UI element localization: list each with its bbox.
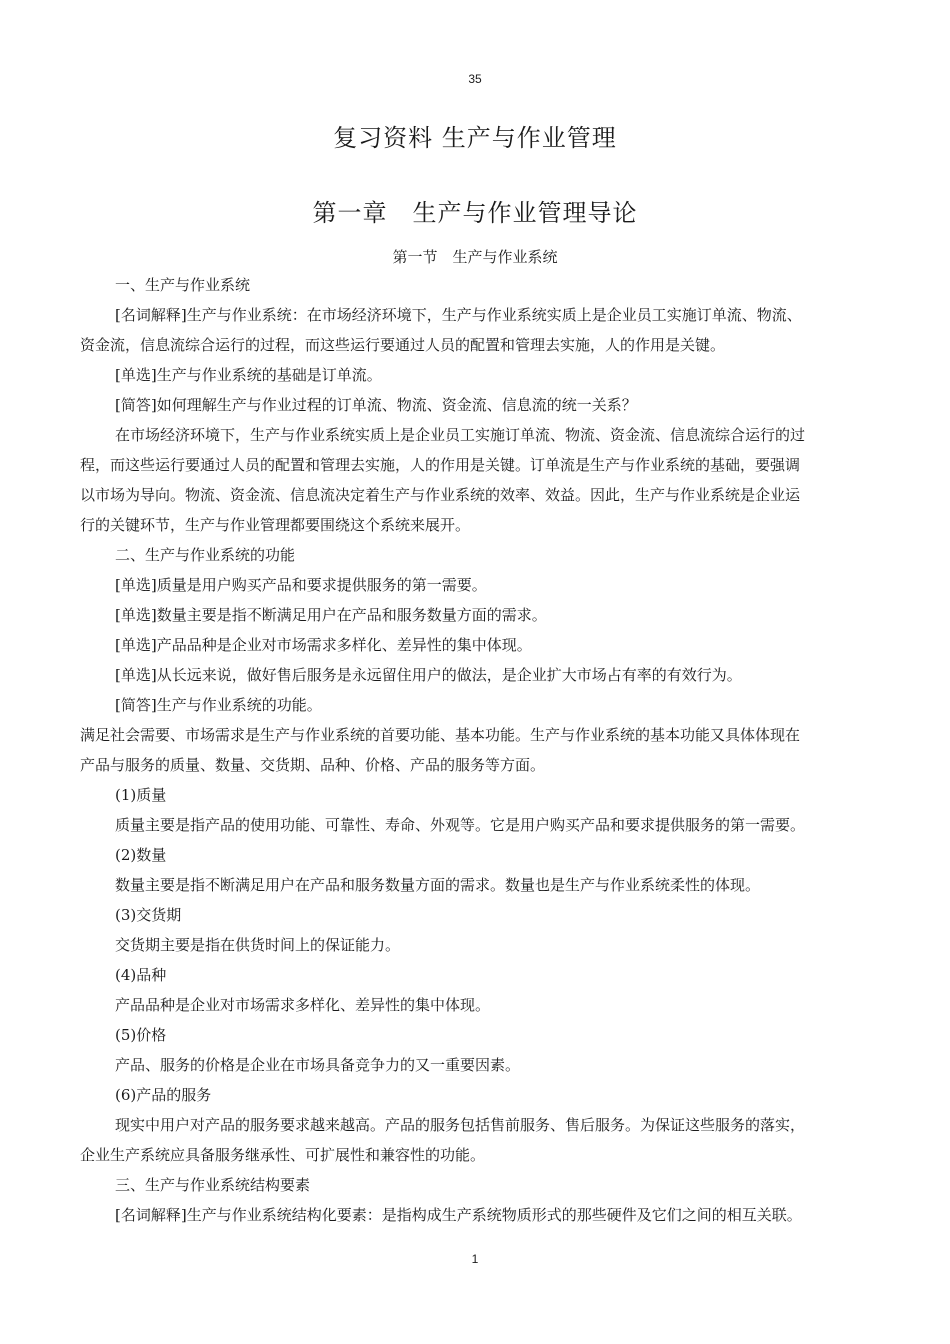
chapter-title: 第一章 生产与作业管理导论 — [312, 199, 638, 227]
paragraph-line: 数量主要是指不断满足用户在产品和服务数量方面的需求。数量也是生产与作业系统柔性的体现。 — [115, 876, 761, 894]
list-item-heading: (3)交货期 — [115, 906, 182, 924]
paragraph-line: 在市场经济环境下，生产与作业系统实质上是企业员工实施订单流、物流、资金流、信息流综合运行的过 — [115, 426, 806, 444]
paragraph-line: 满足社会需要、市场需求是生产与作业系统的首要功能、基本功能。生产与作业系统的基本功能又具体体现在 — [80, 726, 801, 744]
paragraph-line: 交货期主要是指在供货时间上的保证能力。 — [115, 936, 401, 954]
list-item-heading: (1)质量 — [115, 786, 167, 804]
paragraph-line: 资金流，信息流综合运行的过程，而这些运行要通过人员的配置和管理去实施，人的作用是关键。 — [80, 336, 726, 354]
paragraph-line: [名词解释]生产与作业系统：在市场经济环境下，生产与作业系统实质上是企业员工实施订单流、物流、 — [115, 306, 802, 324]
document-title: 复习资料 生产与作业管理 — [333, 124, 617, 152]
paragraph-line: 产品品种是企业对市场需求多样化、差异性的集中体现。 — [115, 996, 491, 1014]
list-item-heading: (5)价格 — [115, 1026, 167, 1044]
list-item-heading: (6)产品的服务 — [115, 1086, 212, 1104]
heading-1: 一、生产与作业系统 — [115, 276, 251, 294]
paragraph-line: 产品、服务的价格是企业在市场具备竞争力的又一重要因素。 — [115, 1056, 521, 1074]
paragraph-line: 行的关键环节，生产与作业管理都要围绕这个系统来展开。 — [80, 516, 471, 534]
paragraph-line: [单选]产品品种是企业对市场需求多样化、差异性的集中体现。 — [115, 636, 532, 654]
list-item-heading: (4)品种 — [115, 966, 167, 984]
paragraph-line: [名词解释]生产与作业系统结构化要素：是指构成生产系统物质形式的那些硬件及它们之间的相互关联。 — [115, 1206, 802, 1224]
paragraph-line: [单选]数量主要是指不断满足用户在产品和服务数量方面的需求。 — [115, 606, 547, 624]
page-number-top: 35 — [468, 72, 482, 86]
paragraph-line: [单选]生产与作业系统的基础是订单流。 — [115, 366, 382, 384]
paragraph-line: 现实中用户对产品的服务要求越来越高。产品的服务包括售前服务、售后服务。为保证这些服务的落实， — [115, 1116, 806, 1134]
paragraph-line: 以市场为导向。物流、资金流、信息流决定着生产与作业系统的效率、效益。因此，生产与作业系统是企业运 — [80, 486, 801, 504]
section-title: 第一节 生产与作业系统 — [392, 248, 558, 266]
paragraph-line: [单选]质量是用户购买产品和要求提供服务的第一需要。 — [115, 576, 487, 594]
paragraph-line: [单选]从长远来说，做好售后服务是永远留住用户的做法，是企业扩大市场占有率的有效行为。 — [115, 666, 742, 684]
list-item-heading: (2)数量 — [115, 846, 167, 864]
paragraph-line: 质量主要是指产品的使用功能、可靠性、寿命、外观等。它是用户购买产品和要求提供服务的第一需要。 — [115, 816, 806, 834]
heading-3: 三、生产与作业系统结构要素 — [115, 1176, 311, 1194]
paragraph-line: 企业生产系统应具备服务继承性、可扩展性和兼容性的功能。 — [80, 1146, 486, 1164]
paragraph-line: [简答]如何理解生产与作业过程的订单流、物流、资金流、信息流的统一关系？ — [115, 396, 637, 414]
document-body — [80, 270, 880, 1230]
paragraph-line: [简答]生产与作业系统的功能。 — [115, 696, 322, 714]
paragraph-line: 产品与服务的质量、数量、交货期、品种、价格、产品的服务等方面。 — [80, 756, 546, 774]
paragraph-line: 程，而这些运行要通过人员的配置和管理去实施，人的作用是关键。订单流是生产与作业系统的基础，要强调 — [80, 456, 801, 474]
page-number-bottom: 1 — [471, 1252, 479, 1266]
heading-2: 二、生产与作业系统的功能 — [115, 546, 296, 564]
